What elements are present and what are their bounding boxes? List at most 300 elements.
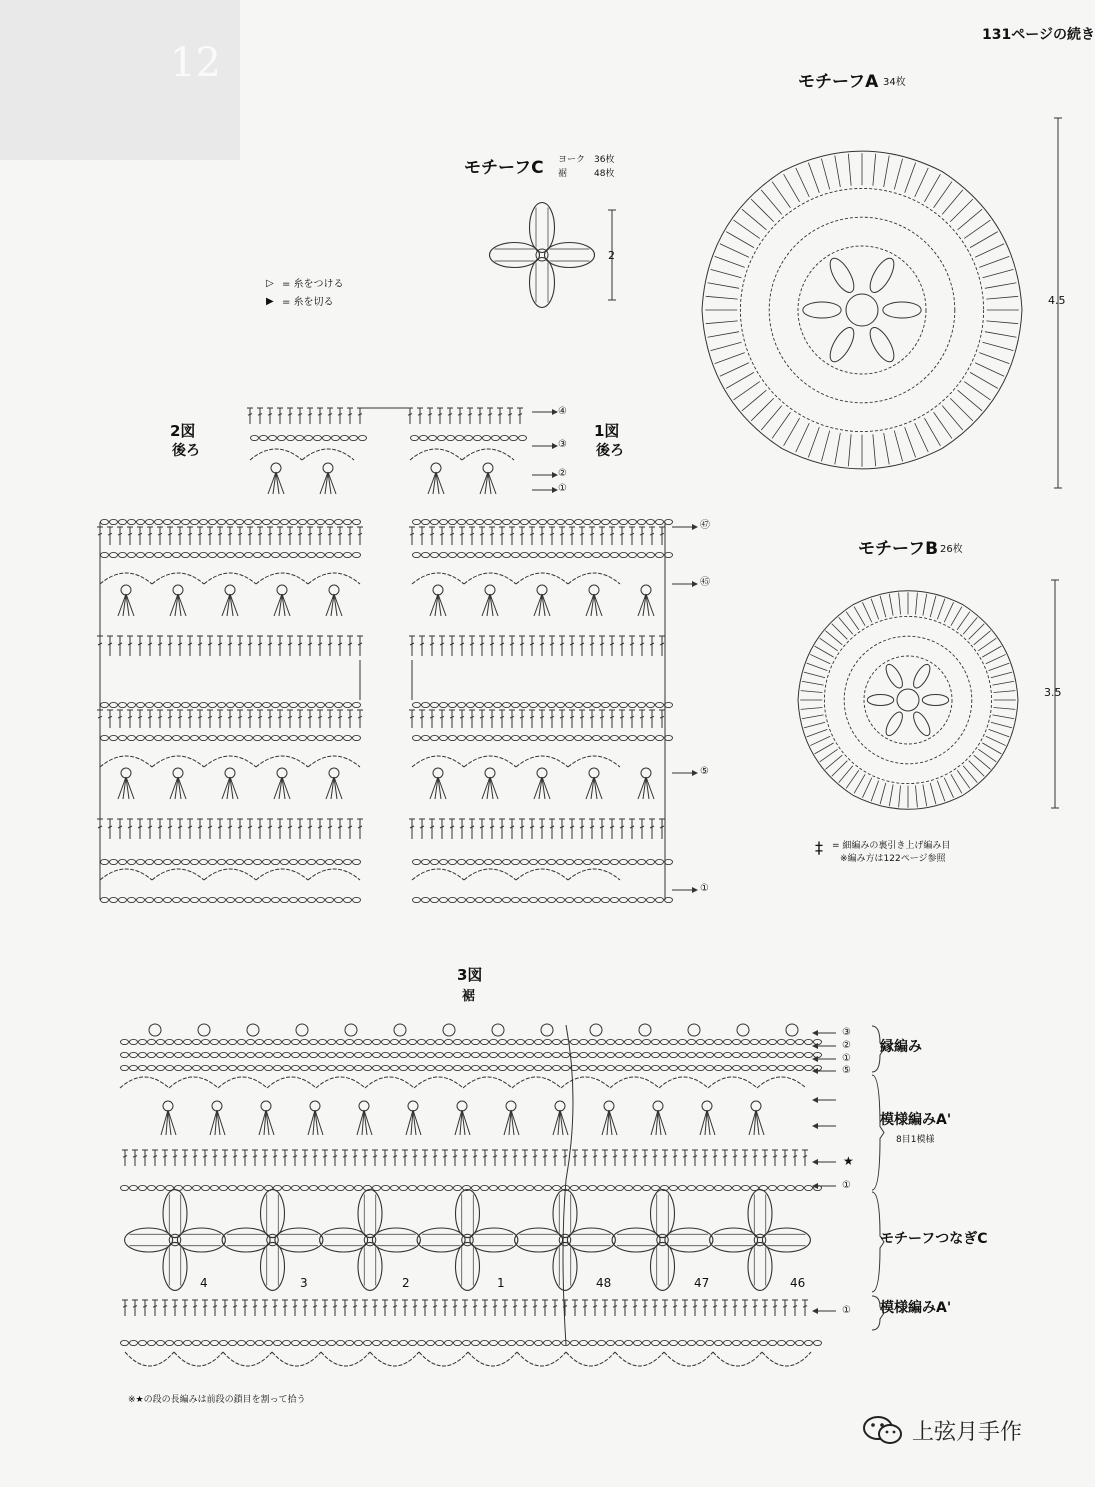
stitch-symbol xyxy=(734,220,760,238)
chain-stitch xyxy=(539,702,547,707)
chain-stitch xyxy=(254,702,262,707)
picot-cluster xyxy=(786,1024,798,1036)
chain-arch xyxy=(464,869,516,880)
wechat-icon xyxy=(860,1414,904,1446)
chain-stitch xyxy=(202,1039,210,1044)
chain-stitch xyxy=(616,1039,624,1044)
hem-motif-c xyxy=(222,1190,323,1291)
chain-stitch xyxy=(209,702,217,707)
stitch-symbol xyxy=(708,332,740,338)
chain-stitch xyxy=(272,552,280,557)
chain-stitch xyxy=(272,735,280,740)
chain-stitch xyxy=(227,859,235,864)
chain-stitch xyxy=(155,552,163,557)
chain-stitch xyxy=(769,1185,777,1190)
chain-stitch xyxy=(355,1052,363,1057)
chain-stitch xyxy=(517,1065,525,1070)
chain-stitch xyxy=(391,1039,399,1044)
chain-stitch xyxy=(191,552,199,557)
chain-stitch xyxy=(467,552,475,557)
chain-stitch xyxy=(290,897,298,902)
chain-stitch xyxy=(146,897,154,902)
stitch-symbol xyxy=(846,770,859,788)
chain-stitch xyxy=(643,1340,651,1345)
chain-stitch xyxy=(245,552,253,557)
chain-stitch xyxy=(274,1052,282,1057)
chain-stitch xyxy=(616,1185,624,1190)
chain-stitch xyxy=(571,1340,579,1345)
stitch-symbol xyxy=(846,612,859,630)
chain-stitch xyxy=(101,702,109,707)
chain-stitch xyxy=(458,519,466,524)
chain-stitch xyxy=(200,735,208,740)
flower-center xyxy=(754,1234,766,1246)
chain-arch xyxy=(152,869,204,880)
chain-stitch xyxy=(173,519,181,524)
chain-stitch xyxy=(326,859,334,864)
section-pattern-bottom: 模様編みA' xyxy=(880,1300,952,1316)
chain-stitch xyxy=(121,1052,129,1057)
chain-stitch xyxy=(175,1052,183,1057)
chain-stitch xyxy=(521,552,529,557)
chain-stitch xyxy=(119,519,127,524)
chain-stitch xyxy=(265,1065,273,1070)
chain-arch xyxy=(100,756,152,767)
chain-stitch xyxy=(238,1340,246,1345)
chain-stitch xyxy=(494,552,502,557)
chain-stitch xyxy=(296,435,304,440)
stitch-symbol xyxy=(992,715,1014,719)
chain-stitch xyxy=(589,1185,597,1190)
chain-stitch xyxy=(319,1065,327,1070)
chain-stitch xyxy=(299,519,307,524)
hem-motif-c xyxy=(125,1190,226,1291)
puff-cluster xyxy=(433,585,443,595)
chain-stitch xyxy=(611,702,619,707)
stitch-symbol xyxy=(720,363,749,377)
chain-stitch xyxy=(517,1052,525,1057)
chain-stitch xyxy=(251,435,259,440)
chain-arch xyxy=(204,573,256,584)
chain-stitch xyxy=(526,1185,534,1190)
stitch-symbol xyxy=(975,244,1004,258)
chain-stitch xyxy=(290,519,298,524)
chain-stitch xyxy=(616,1065,624,1070)
chain-stitch xyxy=(629,897,637,902)
stitch-symbol xyxy=(726,372,754,388)
chain-stitch xyxy=(245,897,253,902)
chain-stitch xyxy=(517,1039,525,1044)
stitch-symbol xyxy=(986,296,1018,299)
chain-stitch xyxy=(427,1185,435,1190)
chain-stitch xyxy=(688,1065,696,1070)
stitch-symbol xyxy=(865,324,898,365)
puff-cluster xyxy=(641,585,651,595)
chain-stitch xyxy=(166,1340,174,1345)
chain-stitch xyxy=(373,1065,381,1070)
stitch-symbol xyxy=(989,729,1010,737)
stitch-symbol xyxy=(873,154,876,186)
chain-stitch xyxy=(697,1039,705,1044)
chain-stitch xyxy=(492,435,500,440)
chain-stitch xyxy=(344,519,352,524)
row-arrow-head xyxy=(812,1068,818,1074)
chain-stitch xyxy=(101,897,109,902)
chain-stitch xyxy=(643,1185,651,1190)
chain-stitch xyxy=(209,859,217,864)
chain-stitch xyxy=(499,1052,507,1057)
chain-stitch xyxy=(263,735,271,740)
chain-stitch xyxy=(431,519,439,524)
chain-stitch xyxy=(557,897,565,902)
chain-stitch xyxy=(119,897,127,902)
chain-stitch xyxy=(164,735,172,740)
chain-stitch xyxy=(481,1039,489,1044)
chain-stitch xyxy=(440,897,448,902)
chain-stitch xyxy=(620,897,628,902)
stitch-symbol xyxy=(991,722,1012,728)
chain-stitch xyxy=(557,552,565,557)
chain-stitch xyxy=(670,1052,678,1057)
puff-cluster xyxy=(329,585,339,595)
chain-stitch xyxy=(476,859,484,864)
chain-stitch xyxy=(526,1052,534,1057)
chain-stitch xyxy=(157,1039,165,1044)
chain-stitch xyxy=(634,1340,642,1345)
edge-scallop xyxy=(517,1352,566,1366)
chain-stitch xyxy=(281,735,289,740)
chain-arch xyxy=(100,573,152,584)
chain-stitch xyxy=(353,735,361,740)
chain-stitch xyxy=(382,1340,390,1345)
chain-stitch xyxy=(373,1039,381,1044)
chain-stitch xyxy=(236,735,244,740)
chain-stitch xyxy=(238,1185,246,1190)
chain-stitch xyxy=(679,1340,687,1345)
chain-stitch xyxy=(281,519,289,524)
chain-stitch xyxy=(593,859,601,864)
stitch-symbol xyxy=(796,168,810,197)
chain-stitch xyxy=(157,1052,165,1057)
edge-scallop xyxy=(370,1352,419,1366)
chain-stitch xyxy=(656,702,664,707)
chain-stitch xyxy=(137,897,145,902)
chain-stitch xyxy=(539,897,547,902)
motif-b-count: 26枚 xyxy=(940,544,963,555)
chain-stitch xyxy=(263,702,271,707)
stitch-symbol xyxy=(924,174,940,202)
chain-arch xyxy=(256,756,308,767)
chain-stitch xyxy=(517,1185,525,1190)
chain-stitch xyxy=(580,1052,588,1057)
chain-stitch xyxy=(164,859,172,864)
chain-arch xyxy=(256,573,308,584)
chain-stitch xyxy=(519,435,527,440)
stitch-symbol xyxy=(951,774,962,793)
flower-petal xyxy=(545,243,595,268)
chain-stitch xyxy=(155,702,163,707)
chain-stitch xyxy=(665,519,673,524)
chain-stitch xyxy=(182,897,190,902)
chain-stitch xyxy=(310,1340,318,1345)
chain-stitch xyxy=(539,859,547,864)
chain-arch xyxy=(464,573,516,584)
chain-stitch xyxy=(512,897,520,902)
chain-stitch xyxy=(326,702,334,707)
chain-stitch xyxy=(436,1185,444,1190)
chain-stitch xyxy=(629,735,637,740)
puff-cluster xyxy=(261,1101,271,1111)
chain-stitch xyxy=(227,519,235,524)
chain-stitch xyxy=(787,1340,795,1345)
stitch-symbol xyxy=(848,154,851,186)
chain-stitch xyxy=(101,552,109,557)
chain-stitch xyxy=(344,897,352,902)
chain-stitch xyxy=(724,1185,732,1190)
stitch-symbol xyxy=(964,220,990,238)
chain-stitch xyxy=(530,897,538,902)
chain-stitch xyxy=(445,1039,453,1044)
stitch-symbol xyxy=(923,594,927,616)
chain-stitch xyxy=(281,552,289,557)
chain-stitch xyxy=(787,1039,795,1044)
flower-petal xyxy=(553,1242,577,1290)
chain-arch xyxy=(250,449,302,460)
chain-stitch xyxy=(128,897,136,902)
chain-stitch xyxy=(634,1065,642,1070)
stitch-symbol xyxy=(930,783,936,804)
page-reference: 131ページの続き xyxy=(982,27,1095,43)
stitch-symbol xyxy=(784,174,800,202)
fig3-row-marker: ① xyxy=(842,1053,851,1064)
chain-stitch xyxy=(256,1065,264,1070)
chain-stitch xyxy=(805,1065,813,1070)
chain-stitch xyxy=(353,859,361,864)
stitch-symbol xyxy=(937,781,945,802)
chain-stitch xyxy=(499,1065,507,1070)
chain-stitch xyxy=(584,519,592,524)
chain-stitch xyxy=(490,1185,498,1190)
puff-cluster xyxy=(225,585,235,595)
chain-stitch xyxy=(337,1052,345,1057)
chain-stitch xyxy=(121,1039,129,1044)
chain-stitch xyxy=(485,552,493,557)
chain-arch xyxy=(516,869,568,880)
chain-stitch xyxy=(499,1039,507,1044)
stitch-symbol xyxy=(978,638,996,651)
stitch-symbol xyxy=(803,302,841,318)
chain-stitch xyxy=(184,1052,192,1057)
chain-stitch xyxy=(263,859,271,864)
chain-stitch xyxy=(629,859,637,864)
row-arrow-head xyxy=(692,524,698,530)
chain-stitch xyxy=(463,1039,471,1044)
chain-stitch xyxy=(427,1039,435,1044)
chain-stitch xyxy=(463,1065,471,1070)
chain-stitch xyxy=(400,1039,408,1044)
stitch-symbol xyxy=(974,755,991,769)
chain-stitch xyxy=(220,1039,228,1044)
stitch-symbol xyxy=(726,232,754,248)
chain-stitch xyxy=(413,702,421,707)
chain-stitch xyxy=(119,702,127,707)
chain-stitch xyxy=(211,1052,219,1057)
stitch-symbol xyxy=(957,770,970,788)
chain-stitch xyxy=(463,1052,471,1057)
puff-cluster xyxy=(641,768,651,778)
chain-stitch xyxy=(238,1052,246,1057)
chain-stitch xyxy=(422,519,430,524)
chain-stitch xyxy=(328,1039,336,1044)
chain-stitch xyxy=(328,1340,336,1345)
figure3-title: 3図 xyxy=(457,966,483,984)
chain-stitch xyxy=(440,702,448,707)
motif-a-diagram xyxy=(702,151,1022,469)
chain-stitch xyxy=(611,519,619,524)
puff-cluster xyxy=(483,463,493,473)
stitch-symbol xyxy=(810,654,830,663)
stitch-symbol xyxy=(985,283,1017,289)
chain-stitch xyxy=(337,1039,345,1044)
chain-arch xyxy=(410,449,462,460)
chain-stitch xyxy=(512,735,520,740)
legend-join-icon: ▷ xyxy=(266,278,274,289)
chain-stitch xyxy=(341,435,349,440)
chain-stitch xyxy=(724,1065,732,1070)
motif-b-diagram xyxy=(798,591,1018,809)
chain-stitch xyxy=(256,1340,264,1345)
flower-petal xyxy=(710,1228,758,1252)
chain-stitch xyxy=(751,1039,759,1044)
chain-stitch xyxy=(458,897,466,902)
flower-center xyxy=(169,1234,181,1246)
motif-c-yoke-label: ヨーク xyxy=(558,155,586,165)
chain-stitch xyxy=(326,552,334,557)
chain-stitch xyxy=(436,1340,444,1345)
chain-stitch xyxy=(476,735,484,740)
chain-stitch xyxy=(148,1340,156,1345)
stitch-symbol xyxy=(950,398,973,421)
stitch-symbol xyxy=(854,607,865,626)
stitch-symbol xyxy=(889,784,893,806)
chain-arch xyxy=(568,756,620,767)
chain-stitch xyxy=(200,519,208,524)
chain-stitch xyxy=(508,1185,516,1190)
stitch-symbol xyxy=(825,255,858,296)
chain-stitch xyxy=(715,1340,723,1345)
chain-stitch xyxy=(227,897,235,902)
puff-cluster xyxy=(589,585,599,595)
chain-stitch xyxy=(602,519,610,524)
puff-cluster xyxy=(121,585,131,595)
chain-stitch xyxy=(661,1340,669,1345)
figure3-footnote: ※★の段の長編みは前段の鎖目を割って拾う xyxy=(128,1395,306,1405)
chain-stitch xyxy=(146,702,154,707)
chain-stitch xyxy=(620,519,628,524)
chain-stitch xyxy=(575,702,583,707)
chain-stitch xyxy=(557,735,565,740)
chain-stitch xyxy=(292,1340,300,1345)
stitch-symbol xyxy=(958,390,983,411)
chain-stitch xyxy=(490,1052,498,1057)
chain-arch xyxy=(308,573,360,584)
chain-stitch xyxy=(218,552,226,557)
flower-petal xyxy=(275,1228,323,1252)
stitch-symbol xyxy=(810,736,830,745)
stitch-symbol xyxy=(821,159,829,190)
chain-stitch xyxy=(319,1185,327,1190)
chain-stitch xyxy=(382,1065,390,1070)
stitch-symbol xyxy=(894,159,902,190)
picot-cluster xyxy=(639,1024,651,1036)
puff-cluster xyxy=(555,1101,565,1111)
chain-stitch xyxy=(256,1039,264,1044)
chain-stitch xyxy=(751,1052,759,1057)
chain-stitch xyxy=(593,519,601,524)
chain-stitch xyxy=(191,897,199,902)
chain-stitch xyxy=(245,702,253,707)
edge-scallop xyxy=(419,1352,468,1366)
chain-stitch xyxy=(598,1039,606,1044)
chain-stitch xyxy=(148,1065,156,1070)
chain-stitch xyxy=(769,1340,777,1345)
chain-stitch xyxy=(382,1052,390,1057)
section-edge: 縁編み xyxy=(880,1039,922,1055)
edge-arch xyxy=(365,1077,414,1088)
chain-stitch xyxy=(148,1039,156,1044)
chain-stitch xyxy=(454,1185,462,1190)
puff-cluster xyxy=(323,463,333,473)
stitch-symbol xyxy=(992,681,1014,685)
chain-stitch xyxy=(301,1185,309,1190)
row-arrow-head xyxy=(692,581,698,587)
chain-stitch xyxy=(308,735,316,740)
flower-petal xyxy=(456,1242,480,1290)
stitch-symbol xyxy=(894,431,902,462)
chain-stitch xyxy=(787,1065,795,1070)
chain-stitch xyxy=(128,859,136,864)
watermark-text: 上弦月手作 xyxy=(912,1419,1023,1445)
chain-stitch xyxy=(638,552,646,557)
chain-stitch xyxy=(778,1052,786,1057)
chain-stitch xyxy=(220,1065,228,1070)
chain-stitch xyxy=(512,519,520,524)
chain-stitch xyxy=(346,1052,354,1057)
motif-c-hem-label: 裾 xyxy=(558,169,568,179)
motif-c-size: 2 xyxy=(608,249,615,262)
stitch-symbol xyxy=(702,151,1022,469)
chain-stitch xyxy=(490,1065,498,1070)
chain-stitch xyxy=(476,519,484,524)
chain-stitch xyxy=(544,1052,552,1057)
chain-stitch xyxy=(263,897,271,902)
row-arrow-head xyxy=(692,887,698,893)
edge-arch xyxy=(414,1077,463,1088)
chain-stitch xyxy=(544,1185,552,1190)
chain-stitch xyxy=(575,735,583,740)
chain-stitch xyxy=(544,1039,552,1044)
stitch-symbol xyxy=(991,672,1012,678)
chain-stitch xyxy=(335,897,343,902)
edge-arch xyxy=(708,1077,757,1088)
chain-stitch xyxy=(355,1065,363,1070)
stitch-symbol xyxy=(889,594,893,616)
stitch-symbol xyxy=(963,766,977,783)
chain-stitch xyxy=(146,859,154,864)
motif-b-title: モチーフB xyxy=(858,539,939,559)
chain-stitch xyxy=(274,1065,282,1070)
chain-stitch xyxy=(438,435,446,440)
